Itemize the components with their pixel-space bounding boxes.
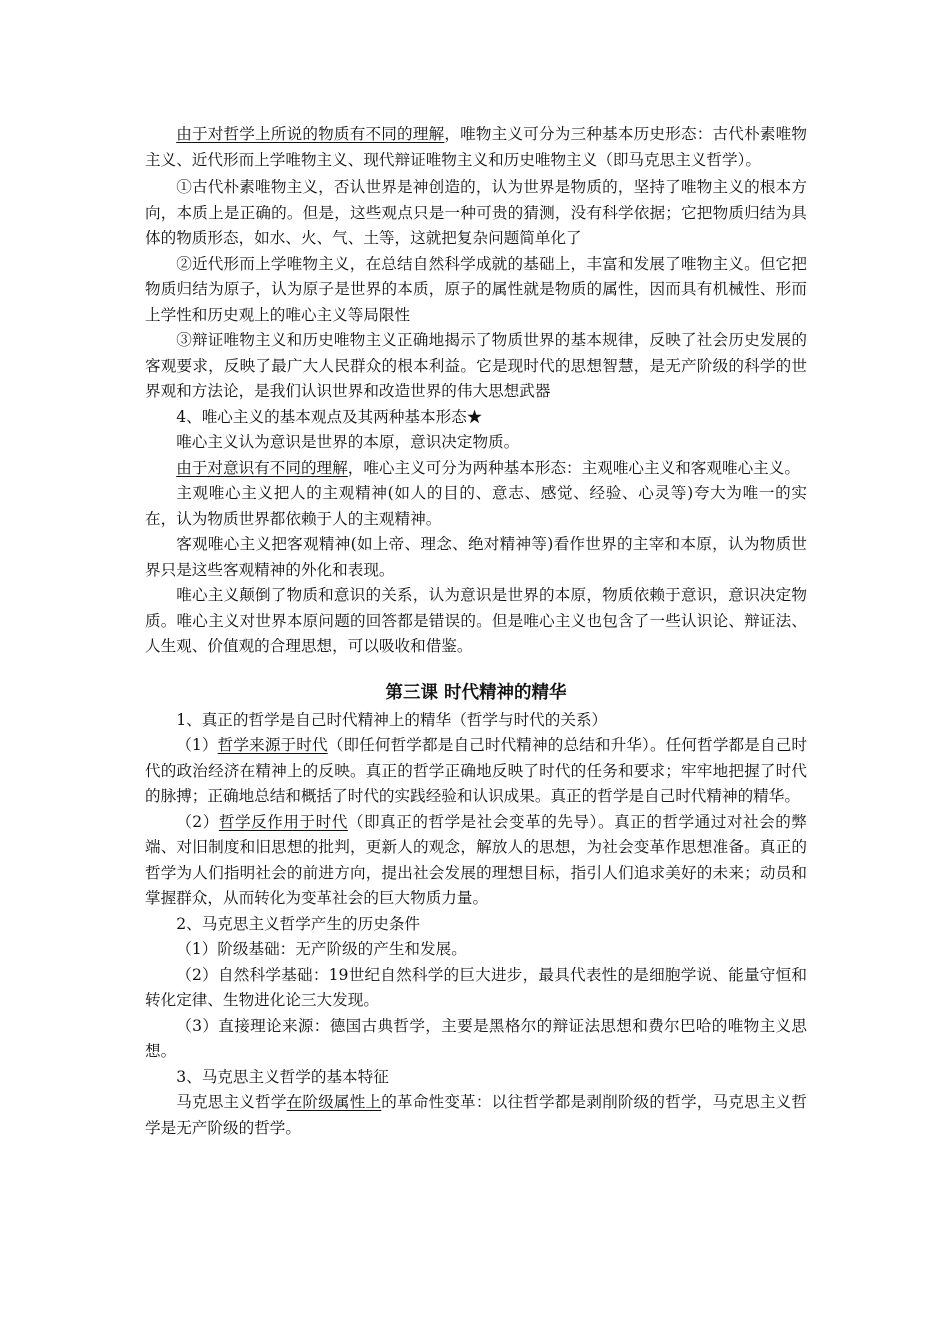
underlined-phrase: 由于对意识有不同的理解: [176, 458, 348, 477]
idealism-forms-paragraph: [145, 456, 807, 482]
underlined-phrase: 由于对哲学上所说的物质有不同的理解: [176, 125, 445, 143]
class-attribute-paragraph: [145, 1090, 807, 1141]
objective-idealism-paragraph: 客观唯心主义把客观精神(如上帝、理念、绝对精神等)看作世界的主宰和本原，认为物质世界只是这些客观精神的外化和表现。: [145, 535, 807, 579]
paragraph-text: （即任何哲学都是自己时代精神的总结和升华）。任何哲学都是自己时代的政治经济在精神上的反映。真正的哲学正确地反映了时代的任务和要求；牢牢地把握了时代的脉搏；正确地总结和概括了时代的实践经验和认识成果。真正的哲学是自己时代精神的精华。: [145, 736, 808, 805]
item-number: （1）: [176, 736, 218, 754]
subjective-idealism-paragraph: 主观唯心主义把人的主观精神(如人的目的、意志、感觉、经验、心灵等)夸大为唯一的实在，认为物质世界都依赖于人的主观精神。: [145, 484, 807, 528]
paragraph-text: ，唯物主义可分为三种基本历史形态：古代朴素唯物主义、近代形而上学唯物主义、现代辩证唯物主义和历史唯物主义（即马克思主义哲学）。: [145, 125, 807, 169]
item-number: （2）: [176, 812, 219, 831]
philosophy-from-era-paragraph: [145, 733, 807, 810]
theory-source-item: （3）直接理论来源：德国古典哲学，主要是黑格尔的辩证法思想和费尔巴哈的唯物主义思想。: [145, 1016, 807, 1060]
idealism-definition: 唯心主义认为意识是世界的本原，意识决定物质。: [176, 433, 520, 451]
philosophy-era-heading: 1、真正的哲学是自己时代精神上的精华（哲学与时代的关系）: [176, 710, 608, 729]
marxism-conditions-heading: 2、马克思主义哲学产生的历史条件: [176, 914, 421, 933]
underlined-phrase: 哲学来源于时代: [217, 736, 328, 754]
paragraph-text: 马克思主义哲学: [176, 1093, 287, 1111]
underlined-phrase: 在阶级属性上: [286, 1093, 382, 1111]
metaphysical-materialism-item: ②近代形而上学唯物主义，在总结自然科学成就的基础上，丰富和发展了唯物主义。但它把物质归结为原子，认为原子是世界的本质，原子的属性就是物质的属性，因而具有机械性、形而上学性和历史观上的唯心主义等局限性: [145, 254, 807, 324]
class-basis-item: （1）阶级基础：无产阶级的产生和发展。: [176, 940, 467, 958]
ancient-materialism-item: ①古代朴素唯物主义，否认世界是神创造的，认为世界是物质的，坚持了唯物主义的根本方向，本质上是正确的。但是，这些观点只是一种可贵的猜测，没有科学依据；它把物质归结为具体的物质形态，如水、火、气、土等，这就把复杂问题简单化了: [145, 178, 807, 247]
paragraph-text: 的革命性变革：以往哲学都是剥削阶级的哲学，马克思主义哲学是无产阶级的哲学。: [145, 1093, 807, 1137]
materialism-forms-paragraph: [145, 122, 807, 173]
underlined-phrase: 哲学反作用于时代: [218, 812, 348, 831]
paragraph-text: ，唯心主义可分为两种基本形态：主观唯心主义和客观唯心主义。: [347, 458, 800, 477]
science-basis-item: （2）自然科学基础：19世纪自然科学的巨大进步，最具代表性的是细胞学说、能量守恒和转化定律、生物进化论三大发现。: [145, 965, 807, 1009]
paragraph-text: （即真正的哲学是社会变革的先导）。真正的哲学通过对社会的弊端、对旧制度和旧思想的批判，更新人的观念，解放人的思想，为社会变革作思想准备。真正的哲学为人们指明社会的前进方向，提出社会发展的理想目标，指引人们追求美好的未来；动员和掌握群众，从而转化为变革社会的巨大物质力量。: [145, 812, 807, 907]
lesson-title: 第三课 时代精神的精华: [385, 682, 567, 703]
philosophy-reacts-era-paragraph: [145, 810, 807, 912]
idealism-evaluation-paragraph: 唯心主义颠倒了物质和意识的关系，认为意识是世界的本原，物质依赖于意识，意识决定物质。唯心主义对世界本原问题的回答都是错误的。但是唯心主义也包含了一些认识论、辩证法、人生观、价值观的合理思想，可以吸收和借鉴。: [145, 586, 807, 655]
marxism-features-heading: 3、马克思主义哲学的基本特征: [176, 1067, 389, 1086]
dialectical-materialism-item: ③辩证唯物主义和历史唯物主义正确地揭示了物质世界的基本规律，反映了社会历史发展的客观要求，反映了最广大人民群众的根本利益。它是现时代的思想智慧，是无产阶级的科学的世界观和方法论，是我们认识世界和改造世界的伟大思想武器: [145, 331, 807, 400]
document-page: [145, 122, 807, 1141]
idealism-heading: 4、唯心主义的基本观点及其两种基本形态★: [176, 407, 483, 426]
